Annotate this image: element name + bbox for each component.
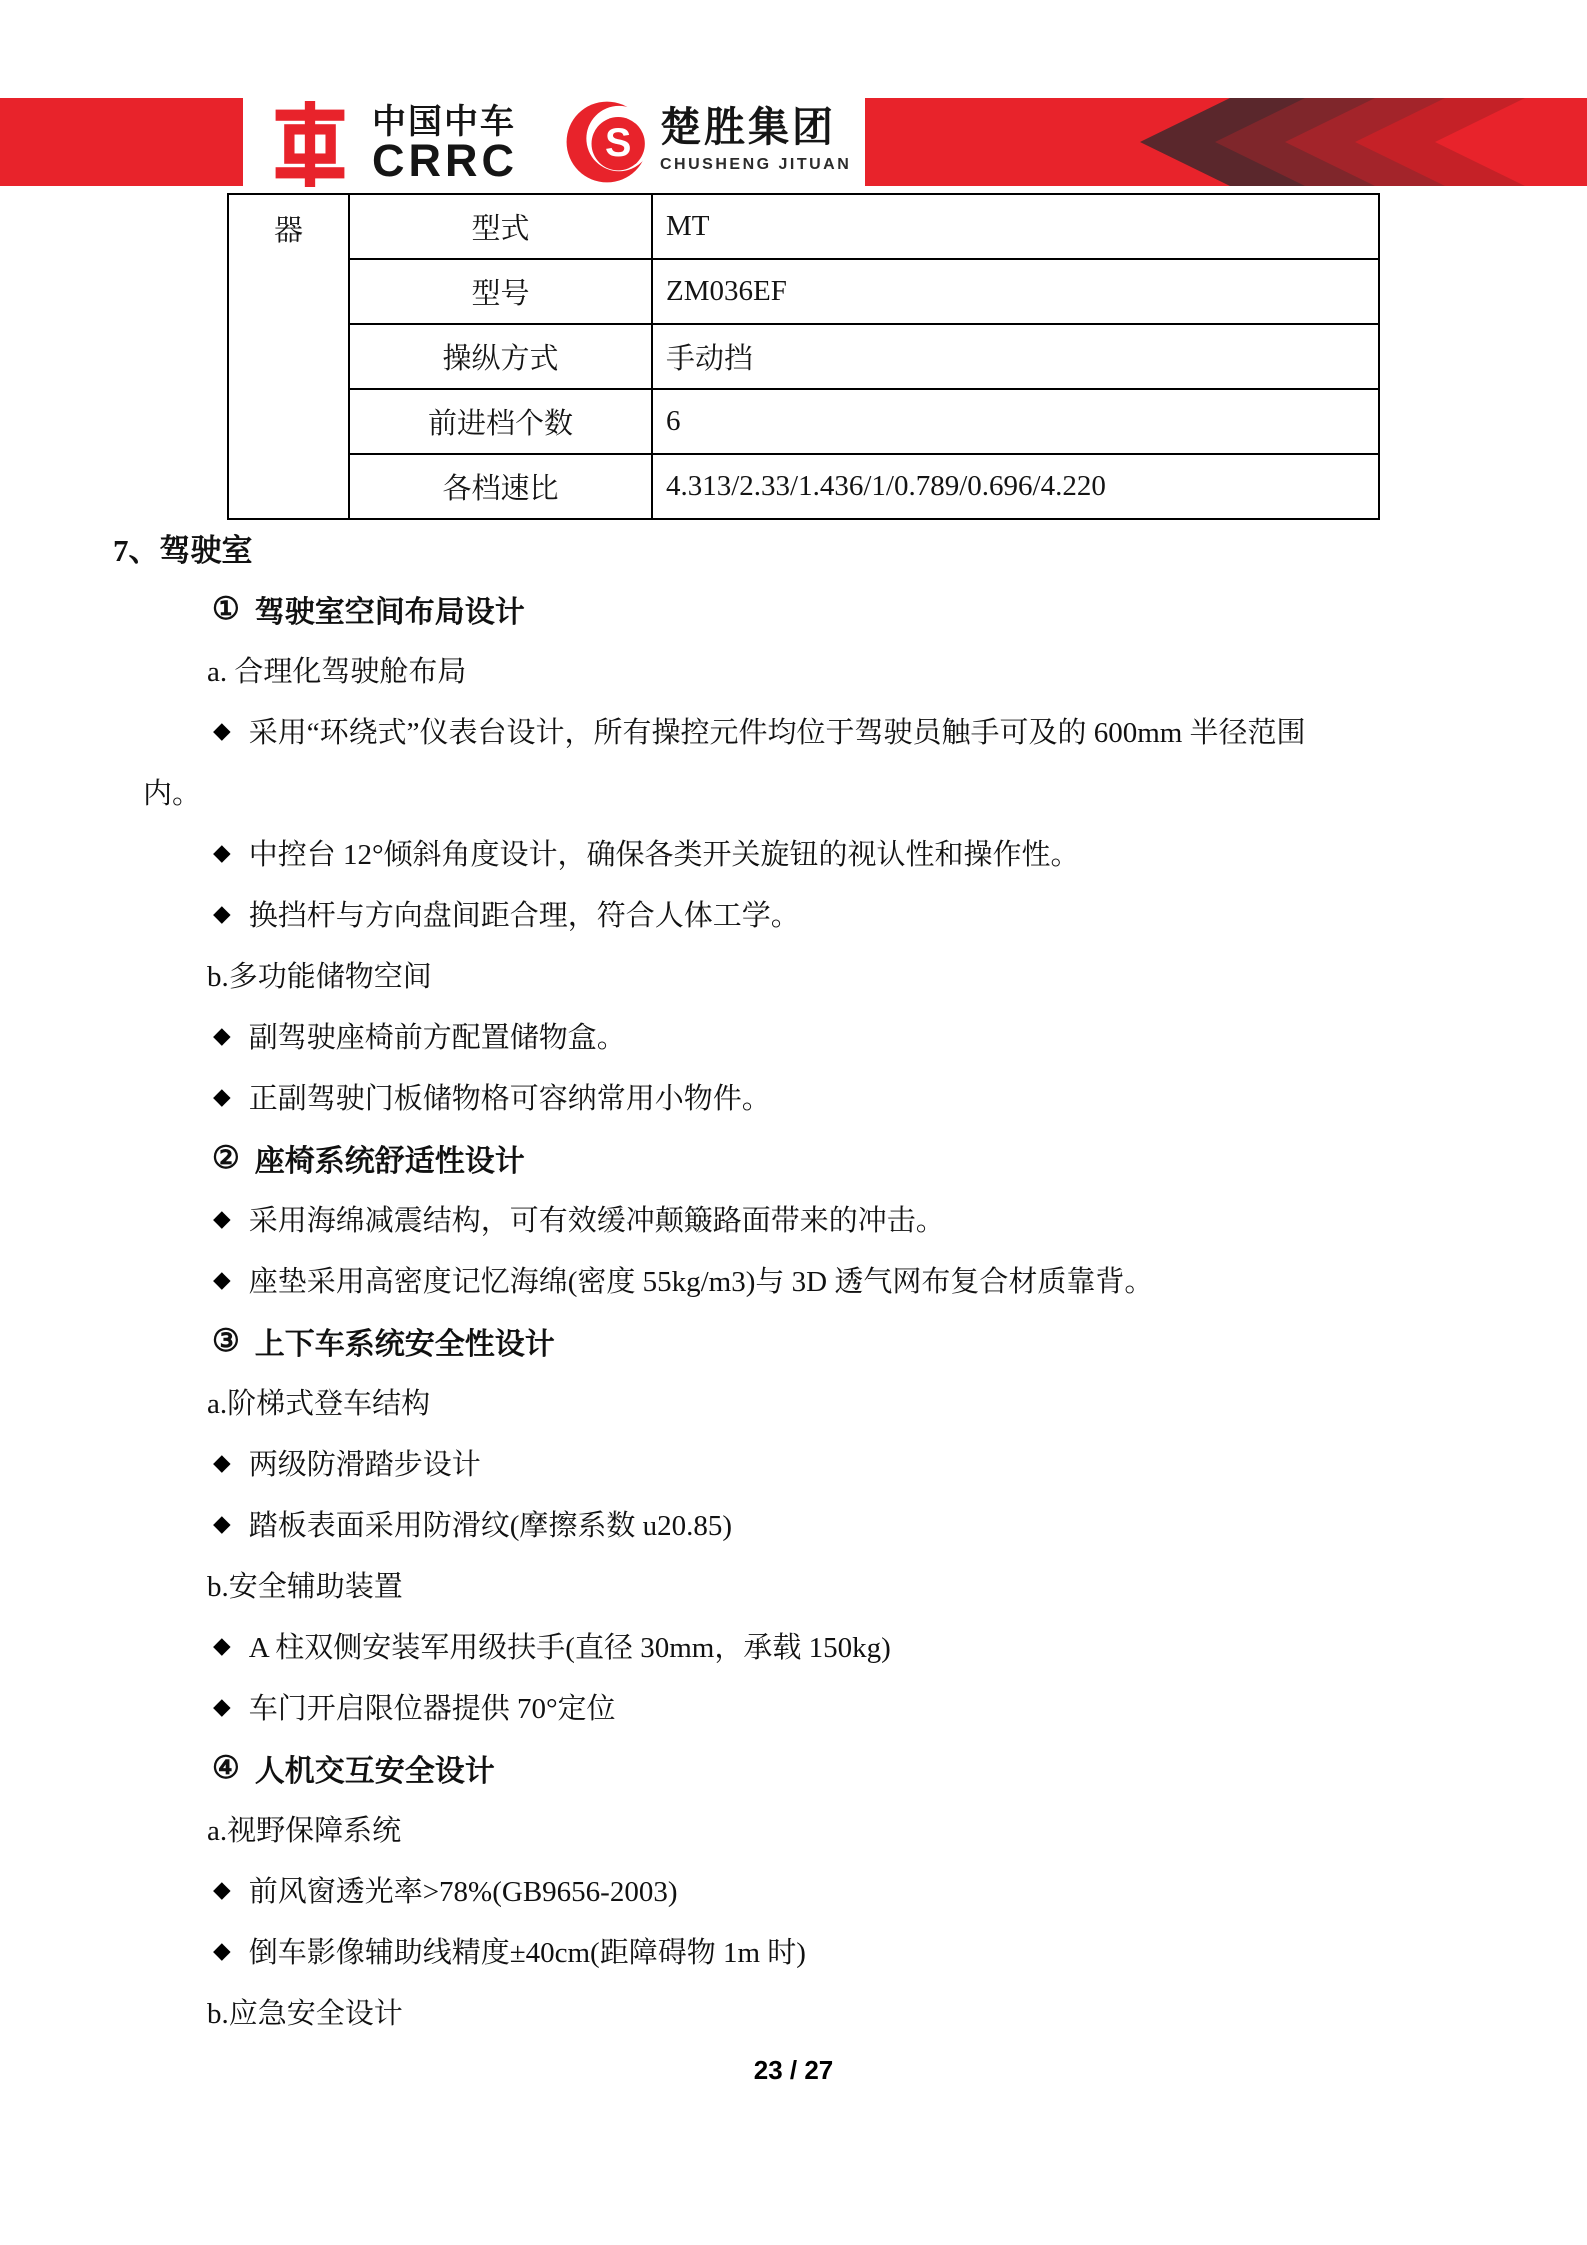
line-text: 换挡杆与方向盘间距合理，符合人体工学。: [248, 900, 800, 932]
line-text: 7、驾驶室: [113, 533, 253, 568]
chusheng-emblem-icon: [564, 99, 650, 185]
spec-table: [227, 193, 1380, 520]
bullet-line: [0, 1615, 1587, 1676]
bullet-line: [0, 1676, 1587, 1737]
bullet-line: [0, 1432, 1587, 1493]
table-row: [228, 389, 1379, 454]
line-text: a. 合理化驾驶舱布局: [207, 656, 467, 688]
circled-number-icon: ③: [212, 1322, 240, 1358]
bullet-line: [0, 1066, 1587, 1127]
lettered-item: [0, 639, 1587, 700]
line-text: A 柱双侧安装军用级扶手(直径 30mm，承载 150kg): [248, 1632, 891, 1664]
bullet-diamond-icon: ◆: [213, 1510, 231, 1536]
bullet-diamond-icon: ◆: [213, 1022, 231, 1048]
bullet-diamond-icon: ◆: [213, 1266, 231, 1292]
line-text: b.多功能储物空间: [207, 961, 432, 993]
line-text: 正副驾驶门板储物格可容纳常用小物件。: [248, 1083, 771, 1115]
line-text: 两级防滑踏步设计: [248, 1449, 481, 1481]
bullet-line: [0, 1249, 1587, 1310]
line-text: a.视野保障系统: [207, 1815, 402, 1847]
crrc-name-cn: 中国中车: [372, 103, 516, 141]
circled-number-icon: ④: [212, 1749, 240, 1785]
crrc-vehicle-emblem-icon: [264, 101, 356, 187]
continuation-line: [0, 761, 1587, 822]
bullet-diamond-icon: ◆: [213, 1937, 231, 1963]
line-text: 上下车系统安全性设计: [254, 1327, 555, 1361]
table-cell-value: MT: [652, 194, 1379, 259]
line-text: 采用“环绕式”仪表台设计，所有操控元件均位于驾驶员触手可及的 600mm 半径范围: [248, 717, 1306, 749]
subsection-heading: [0, 1127, 1587, 1188]
bullet-diamond-icon: ◆: [213, 900, 231, 926]
line-text: 驾驶室空间布局设计: [254, 595, 525, 629]
subsection-heading: [0, 1737, 1587, 1798]
table-cell-label: 型号: [349, 259, 652, 324]
line-text: 座椅系统舒适性设计: [254, 1144, 525, 1178]
table-row: [228, 259, 1379, 324]
table-cell-label: 各档速比: [349, 454, 652, 519]
table-cell-merged: 器: [228, 194, 349, 519]
header-red-banner: [865, 98, 1587, 186]
bullet-line: [0, 883, 1587, 944]
line-text: 内。: [143, 778, 202, 810]
spec-table-body: [228, 194, 1379, 519]
bullet-line: [0, 822, 1587, 883]
subsection-heading: [0, 1310, 1587, 1371]
bullet-diamond-icon: ◆: [213, 1205, 231, 1231]
circled-number-icon: ②: [212, 1139, 240, 1175]
table-cell-value: 4.313/2.33/1.436/1/0.789/0.696/4.220: [652, 454, 1379, 519]
crrc-name-en: CRRC: [372, 135, 518, 186]
table-cell-value: ZM036EF: [652, 259, 1379, 324]
chusheng-name-en: CHUSHENG JITUAN: [660, 156, 852, 173]
chusheng-name-cn: 楚胜集团: [660, 104, 836, 150]
bullet-line: [0, 1920, 1587, 1981]
line-text: 副驾驶座椅前方配置储物盒。: [248, 1022, 626, 1054]
line-text: a.阶梯式登车结构: [207, 1388, 431, 1420]
table-row: [228, 324, 1379, 389]
line-text: 踏板表面采用防滑纹(摩擦系数 u20.85): [248, 1510, 733, 1542]
subsection-heading: [0, 578, 1587, 639]
section-heading: [0, 517, 1587, 578]
table-cell-label: 操纵方式: [349, 324, 652, 389]
content-lines: [0, 517, 1587, 2042]
bullet-diamond-icon: ◆: [213, 839, 231, 865]
lettered-item: [0, 1981, 1587, 2042]
bullet-line: [0, 1188, 1587, 1249]
crrc-logo-text: [372, 103, 542, 186]
header-red-block-left: [0, 98, 243, 186]
bullet-diamond-icon: ◆: [213, 1876, 231, 1902]
bullet-line: [0, 1005, 1587, 1066]
bullet-line: [0, 1859, 1587, 1920]
table-cell-label: 前进档个数: [349, 389, 652, 454]
table-row: [228, 194, 1379, 259]
table-cell-label: 型式: [349, 194, 652, 259]
circled-number-icon: ①: [212, 590, 240, 626]
bullet-line: [0, 1493, 1587, 1554]
line-text: b.应急安全设计: [207, 1998, 403, 2030]
line-text: 采用海绵减震结构，可有效缓冲颠簸路面带来的冲击。: [248, 1205, 945, 1237]
table-cell-value: 6: [652, 389, 1379, 454]
lettered-item: [0, 1798, 1587, 1859]
bullet-diamond-icon: ◆: [213, 1083, 231, 1109]
line-text: 前风窗透光率>78%(GB9656-2003): [248, 1876, 678, 1908]
line-text: 人机交互安全设计: [254, 1754, 495, 1788]
lettered-item: [0, 1371, 1587, 1432]
line-text: 中控台 12°倾斜角度设计，确保各类开关旋钮的视认性和操作性。: [248, 839, 1080, 871]
lettered-item: [0, 1554, 1587, 1615]
line-text: 倒车影像辅助线精度±40cm(距障碍物 1m 时): [248, 1937, 806, 1969]
svg-text:S: S: [604, 120, 632, 165]
bullet-diamond-icon: ◆: [213, 717, 231, 743]
chevron-decoration-icon: [865, 98, 1587, 186]
bullet-diamond-icon: ◆: [213, 1693, 231, 1719]
page-number: 23 / 27: [753, 2055, 834, 2085]
line-text: 车门开启限位器提供 70°定位: [248, 1693, 616, 1725]
line-text: 座垫采用高密度记忆海绵(密度 55kg/m3)与 3D 透气网布复合材质靠背。: [248, 1266, 1154, 1298]
line-text: b.安全辅助装置: [207, 1571, 403, 1603]
bullet-line: [0, 700, 1587, 761]
table-row: [228, 454, 1379, 519]
bullet-diamond-icon: ◆: [213, 1449, 231, 1475]
table-cell-value: 手动挡: [652, 324, 1379, 389]
lettered-item: [0, 944, 1587, 1005]
bullet-diamond-icon: ◆: [213, 1632, 231, 1658]
